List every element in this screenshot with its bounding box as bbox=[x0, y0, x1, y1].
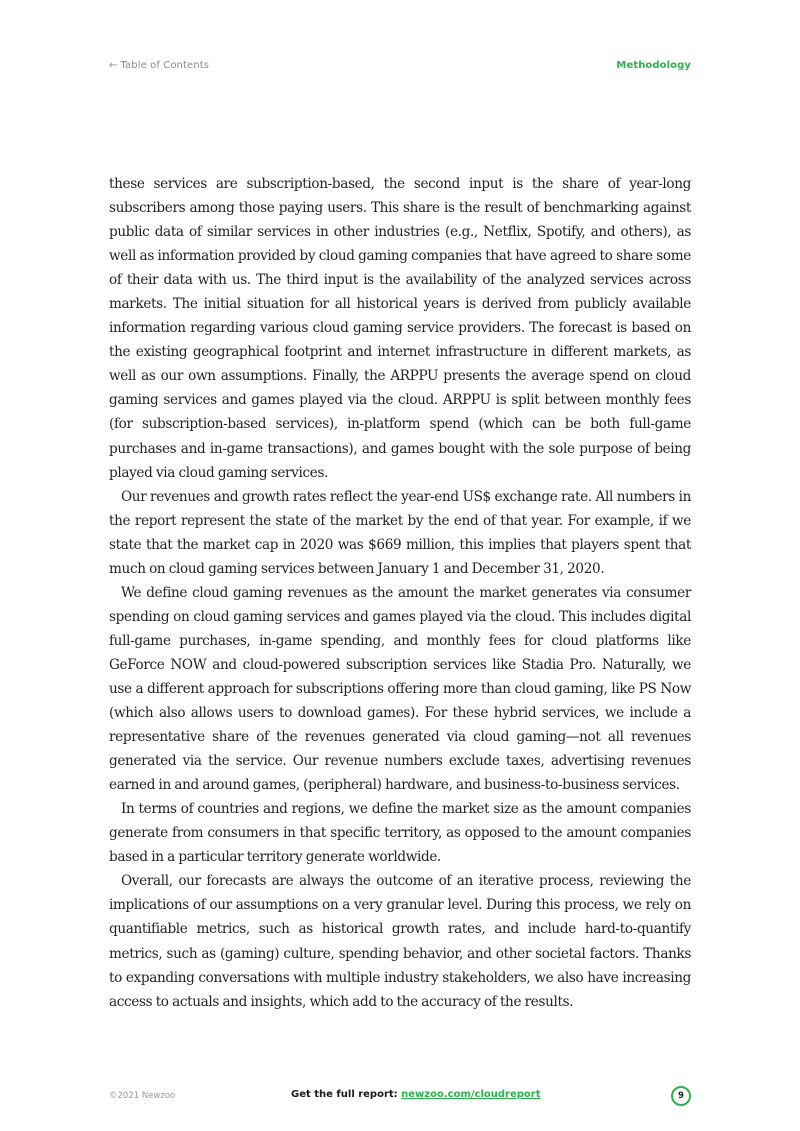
paragraph: Our revenues and growth rates reflect the year-end US$ exchange rate. All numbers in the report represent the state of the market by the end of that year. For example, if we state that the market cap in 2020 was $669 million, this implies that players spent that much on cloud gaming services between January 1 and December 31, 2020. bbox=[109, 488, 691, 577]
full-report-cta bbox=[291, 1089, 540, 1100]
section-title: Methodology bbox=[616, 60, 691, 71]
page-header bbox=[109, 59, 691, 73]
page-number-badge: 9 bbox=[671, 1086, 691, 1106]
paragraph: We define cloud gaming revenues as the amount the market generates via consumer spending on cloud gaming services and games played via the cloud. This includes digital full-game purchases, in-game spending, and monthly fees for cloud platforms like GeForce NOW and cloud-powered subscription services like Stadia Pro. Naturally, we use a different approach for subscriptions offering more than cloud gaming, like PS Now (which also allows users to download games). For these hybrid services, we include a representative share of the revenues generated via cloud gaming—not all revenues generated via the service. Our revenue numbers exclude taxes, advertising revenues earned in and around games, (peripheral) hardware, and business-to-business services. bbox=[109, 584, 691, 794]
copyright: ©2021 Newzoo bbox=[109, 1091, 176, 1101]
paragraph: these services are subscription-based, the second input is the share of year-long subscribers among those paying users. This share is the result of benchmarking against public data of similar services in other industries (e.g., Netflix, Spotify, and others), as well as information provided by cloud gaming companies that have agreed to share some of their data with us. The third input is the availability of the analyzed services across markets. The initial situation for all historical years is derived from publicly available information regarding various cloud gaming service providers. The forecast is based on the existing geographical footprint and internet infrastructure in different markets, as well as our own assumptions. Finally, the ARPPU presents the average spend on cloud gaming services and games played via the cloud. ARPPU is split between monthly fees (for subscription-based services), in-platform spend (which can be both full-game purchases and in-game transactions), and games bought with the sole purpose of being played via cloud gaming services. bbox=[109, 176, 691, 481]
table-of-contents-link[interactable] bbox=[109, 59, 209, 73]
paragraph: Overall, our forecasts are always the outcome of an iterative process, reviewing the implications of our assumptions on a very granular level. During this process, we rely on quantifiable metrics, such as historical growth rates, and include hard-to-quantify metrics, such as (gaming) culture, spending behavior, and other societal factors. Thanks to expanding conversations with multiple industry stakeholders, we also have increasing access to actuals and insights, which add to the accuracy of the results. bbox=[109, 873, 691, 1010]
body-text bbox=[109, 172, 691, 1014]
cta-label: Get the full report: bbox=[291, 1089, 402, 1100]
full-report-link[interactable]: newzoo.com/cloudreport bbox=[401, 1089, 541, 1100]
paragraph: In terms of countries and regions, we define the market size as the amount companies generate from consumers in that specific territory, as opposed to the amount companies based in a particular territory generate worldwide. bbox=[109, 801, 691, 866]
left-arrow-icon: ← bbox=[109, 60, 118, 71]
page-footer bbox=[109, 1086, 691, 1108]
toc-link-label: Table of Contents bbox=[120, 60, 210, 71]
